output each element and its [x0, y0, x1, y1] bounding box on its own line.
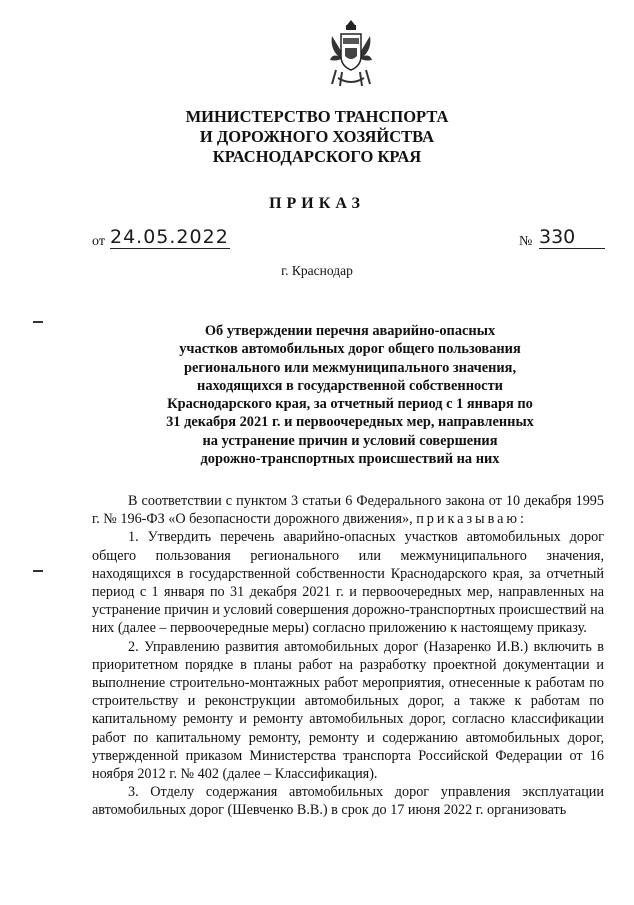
intro-text: В соответствии с пунктом 3 статьи 6 Федерального закона от 10 декабря 1995 г. № 196-ФЗ «О безопасности дорожного движения»,: [92, 493, 604, 528]
title-line: участков автомобильных дорог общего пользования: [179, 341, 521, 358]
paragraph-3: 3. Отделу содержания автомобильных дорог управления эксплуатации автомобильных дорог (Шевченко В.В.) в срок до 17 июня 2022 г. организовать: [92, 784, 604, 819]
date-value: 24.05.2022: [110, 226, 229, 248]
ministry-line-2: И ДОРОЖНОГО ХОЗЯЙСТВА: [199, 127, 435, 146]
doc-type-heading: ПРИКАЗ: [269, 195, 365, 212]
date-number-row: [92, 228, 612, 252]
ministry-line-3: КРАСНОДАРСКОГО КРАЯ: [212, 147, 422, 166]
title-line: находящихся в государственной собственности: [197, 377, 503, 394]
number-label: №: [519, 234, 533, 249]
title-line: на устранение причин и условий совершения: [202, 432, 498, 449]
paragraph-2: 2. Управлению развития автомобильных дорог (Назаренко И.В.) включить в приоритетном порядке в планы работ на разработку проектной документации и выполнение строительно-монтажных работ мероприятия, отнесенные к работам по строительству и реконструкции автомобильных дорог, а также к работам по капитальному ремонту и ремонту автомобильных дорог, согласно классификации работ по капитальному ремонту, ремонту и содержанию автомобильных дорог, утвержденной приказом Министерства транспорта Российской Федерации от 16 ноября 2012 г. № 402 (далее – Классификация).: [92, 638, 604, 783]
coat-of-arms-emblem: [328, 18, 374, 90]
title-line: Об утверждении перечня аварийно-опасных: [204, 323, 496, 339]
order-word: приказываю:: [416, 511, 527, 528]
ministry-name: [0, 107, 634, 167]
ministry-line-1: МИНИСТЕРСТВО ТРАНСПОРТА: [185, 107, 449, 126]
title-line: 31 декабря 2021 г. и первоочередных мер, направленных: [166, 414, 534, 431]
margin-mark: [33, 321, 43, 323]
city: г. Краснодар: [281, 263, 353, 278]
title-line: дорожно-транспортных происшествий на них: [200, 451, 500, 468]
title-line: Краснодарского края, за отчетный период с 1 января по: [167, 396, 533, 413]
intro-paragraph: [92, 492, 604, 528]
margin-mark: [33, 570, 43, 572]
date-label: от: [92, 234, 105, 249]
title-line: регионального или межмуниципального значения,: [183, 359, 517, 376]
paragraph-1: 1. Утвердить перечень аварийно-опасных участков автомобильных дорог общего пользования регионального или межмуниципального значения, находящихся в государственной собственности Краснодарского края, за отчетный период с 1 января по 31 декабря 2021 г. и первоочередных мер, направленных на устранение причин и условий совершения дорожно-транспортных происшествий на них (далее – первоочередные меры) согласно приложению к настоящему приказу.: [92, 529, 604, 637]
number-value: 330: [539, 226, 605, 249]
document-title: [130, 322, 570, 468]
document-body: [92, 492, 604, 820]
